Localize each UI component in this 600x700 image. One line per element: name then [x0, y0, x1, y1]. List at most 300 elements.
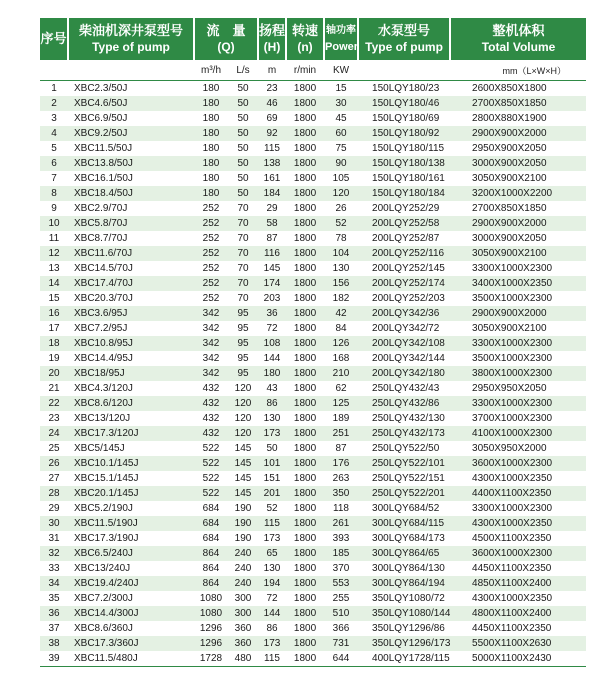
- cell-speed: 1800: [286, 396, 324, 411]
- cell-no: 16: [40, 306, 68, 321]
- table-row: [40, 276, 586, 291]
- cell-power: 156: [324, 276, 358, 291]
- table-row: [40, 171, 586, 186]
- cell-speed: 1800: [286, 651, 324, 667]
- header-speed-zh: 转速: [292, 23, 319, 38]
- cell-model: XBC14.4/95J: [74, 353, 133, 364]
- header-volume: [450, 18, 586, 60]
- cell-power: 370: [332, 563, 350, 574]
- cell-flow-ls: 120: [228, 426, 258, 441]
- unit-no: [40, 60, 68, 81]
- cell-flow-m3h: 432: [202, 383, 220, 394]
- cell-flow-ls: 240: [228, 546, 258, 561]
- cell-head: 173: [258, 426, 286, 441]
- cell-flow-ls: 70: [237, 293, 249, 304]
- cell-water-pump: 350LQY1296/86: [372, 623, 445, 634]
- cell-flow-ls: 240: [234, 563, 252, 574]
- cell-volume: 3200X1000X2200: [450, 186, 586, 201]
- cell-flow-m3h: 1080: [194, 606, 228, 621]
- unit-speed: r/min: [286, 60, 324, 81]
- cell-head: 138: [258, 156, 286, 171]
- cell-volume: 2900X900X2000: [450, 216, 586, 231]
- cell-power: 176: [324, 456, 358, 471]
- cell-flow-m3h: 180: [194, 156, 228, 171]
- cell-power: 84: [335, 323, 347, 334]
- cell-flow-ls: 300: [234, 593, 252, 604]
- cell-head: 173: [258, 636, 286, 651]
- cell-water-pump: 350LQY1296/173: [358, 636, 450, 651]
- cell-flow-ls: 70: [228, 276, 258, 291]
- cell-power: 126: [324, 336, 358, 351]
- cell-no: 17: [48, 323, 60, 334]
- cell-power: 105: [332, 173, 350, 184]
- cell-no: 34: [40, 576, 68, 591]
- cell-power: 553: [324, 576, 358, 591]
- cell-head: 115: [258, 651, 286, 667]
- cell-head: 116: [258, 246, 286, 261]
- cell-speed: 1800: [286, 336, 324, 351]
- cell-volume: 2700X850X1850: [472, 203, 547, 214]
- cell-speed: 1800: [286, 486, 324, 501]
- table-row: [40, 216, 586, 231]
- cell-model: XBC10.8/95J: [68, 336, 194, 351]
- cell-head: 69: [266, 113, 278, 124]
- cell-water-pump: 150LQY180/92: [358, 126, 450, 141]
- cell-volume: 4800X1100X2400: [450, 606, 586, 621]
- cell-flow-m3h: 252: [194, 276, 228, 291]
- cell-speed: 1800: [286, 96, 324, 111]
- cell-model: XBC17.3/120J: [68, 426, 194, 441]
- cell-flow-m3h: 252: [194, 246, 228, 261]
- header-water-pump-zh: 水泵型号: [378, 23, 431, 38]
- cell-model: XBC9.2/50J: [68, 126, 194, 141]
- cell-power: 26: [335, 203, 347, 214]
- cell-no: 30: [40, 516, 68, 531]
- cell-volume: 3400X1000X2350: [450, 276, 586, 291]
- cell-water-pump: 200LQY342/108: [358, 336, 450, 351]
- cell-head: 144: [263, 353, 281, 364]
- cell-water-pump: 250LQY432/43: [372, 383, 440, 394]
- cell-head: 115: [258, 516, 286, 531]
- cell-speed: 1800: [286, 216, 324, 231]
- header-power: [324, 18, 358, 60]
- header-speed: [286, 18, 324, 60]
- cell-model: XBC17.3/360J: [68, 636, 194, 651]
- cell-head: 108: [258, 336, 286, 351]
- cell-no: 6: [40, 156, 68, 171]
- cell-no: 8: [40, 186, 68, 201]
- cell-model: XBC19.4/240J: [68, 576, 194, 591]
- cell-water-pump: 300LQY864/130: [372, 563, 445, 574]
- cell-model: XBC6.5/240J: [68, 546, 194, 561]
- cell-model: XBC14.4/300J: [68, 606, 194, 621]
- cell-water-pump: 250LQY522/101: [358, 456, 450, 471]
- cell-flow-ls: 300: [228, 606, 258, 621]
- cell-flow-m3h: 684: [194, 516, 228, 531]
- cell-flow-m3h: 432: [202, 413, 220, 424]
- cell-speed: 1800: [293, 473, 317, 484]
- cell-model: XBC5.2/190J: [74, 503, 133, 514]
- cell-speed: 1800: [293, 173, 317, 184]
- cell-head: 36: [258, 306, 286, 321]
- cell-water-pump: 150LQY180/138: [358, 156, 450, 171]
- cell-power: 104: [324, 246, 358, 261]
- cell-volume: 4300X1000X2350: [472, 473, 553, 484]
- cell-flow-m3h: 522: [194, 456, 228, 471]
- cell-volume: 3050X900X2100: [472, 323, 547, 334]
- cell-head: 87: [266, 233, 278, 244]
- cell-flow-m3h: 342: [194, 336, 228, 351]
- pump-spec-table: [40, 18, 586, 667]
- table-row: [40, 576, 586, 591]
- cell-power: 731: [324, 636, 358, 651]
- cell-flow-ls: 50: [237, 83, 249, 94]
- table-row: [40, 126, 586, 141]
- cell-flow-ls: 120: [234, 383, 252, 394]
- cell-water-pump: 200LQY252/29: [372, 203, 440, 214]
- cell-water-pump: 300LQY864/194: [358, 576, 450, 591]
- units-row: [40, 60, 586, 81]
- cell-no: 29: [48, 503, 60, 514]
- cell-no: 4: [40, 126, 68, 141]
- cell-speed: 1800: [293, 233, 317, 244]
- cell-head: 92: [258, 126, 286, 141]
- table-row: [40, 336, 586, 351]
- cell-flow-m3h: 252: [194, 216, 228, 231]
- cell-flow-m3h: 342: [202, 353, 220, 364]
- cell-speed: 1800: [293, 293, 317, 304]
- table-row: [40, 381, 586, 396]
- cell-volume: 2950X900X2050: [472, 143, 547, 154]
- cell-speed: 1800: [293, 83, 317, 94]
- cell-power: 185: [324, 546, 358, 561]
- cell-head: 203: [263, 293, 281, 304]
- cell-model: XBC11.6/70J: [68, 246, 194, 261]
- cell-model: XBC13/240J: [74, 563, 131, 574]
- table-row: [40, 471, 586, 486]
- cell-speed: 1800: [286, 636, 324, 651]
- cell-model: XBC18.4/50J: [68, 186, 194, 201]
- cell-power: 255: [332, 593, 350, 604]
- table-row: [40, 231, 586, 246]
- table-row: [40, 456, 586, 471]
- cell-no: 12: [40, 246, 68, 261]
- cell-power: 60: [324, 126, 358, 141]
- cell-no: 26: [40, 456, 68, 471]
- cell-water-pump: 350LQY1080/144: [358, 606, 450, 621]
- cell-flow-m3h: 252: [202, 293, 220, 304]
- header-water-pump: [358, 18, 450, 60]
- cell-water-pump: 300LQY684/115: [358, 516, 450, 531]
- cell-volume: 4450X1100X2350: [472, 623, 552, 634]
- cell-power: 168: [332, 353, 350, 364]
- cell-volume: 3000X900X2050: [472, 233, 547, 244]
- cell-flow-ls: 95: [237, 353, 249, 364]
- cell-speed: 1800: [286, 516, 324, 531]
- cell-flow-ls: 95: [237, 323, 249, 334]
- cell-volume: 2900X900X2000: [450, 126, 586, 141]
- cell-head: 130: [263, 563, 281, 574]
- table-row: [40, 501, 586, 516]
- cell-flow-m3h: 252: [202, 263, 220, 274]
- cell-volume: 3500X1000X2300: [472, 293, 553, 304]
- cell-volume: 4300X1000X2350: [450, 516, 586, 531]
- cell-no: 39: [40, 651, 68, 667]
- cell-flow-m3h: 522: [202, 443, 220, 454]
- header-model: [68, 18, 194, 60]
- cell-model: XBC20.3/70J: [74, 293, 133, 304]
- cell-no: 35: [48, 593, 60, 604]
- cell-no: 22: [40, 396, 68, 411]
- cell-power: 30: [324, 96, 358, 111]
- cell-speed: 1800: [286, 366, 324, 381]
- cell-water-pump: 150LQY180/115: [372, 143, 445, 154]
- cell-model: XBC17.3/190J: [74, 533, 139, 544]
- cell-flow-m3h: 180: [202, 83, 220, 94]
- cell-speed: 1800: [293, 593, 317, 604]
- cell-model: XBC11.5/480J: [68, 651, 194, 667]
- cell-flow-m3h: 180: [202, 113, 220, 124]
- cell-speed: 1800: [293, 323, 317, 334]
- cell-no: 28: [40, 486, 68, 501]
- cell-power: 644: [324, 651, 358, 667]
- cell-model: XBC7.2/300J: [74, 593, 133, 604]
- cell-head: 50: [266, 443, 278, 454]
- header-power-zh: 轴功率: [326, 25, 357, 36]
- cell-model: XBC15.1/145J: [74, 473, 139, 484]
- cell-flow-ls: 50: [237, 143, 249, 154]
- cell-flow-m3h: 684: [202, 533, 220, 544]
- cell-water-pump: 150LQY180/161: [372, 173, 445, 184]
- cell-water-pump: 400LQY1728/115: [358, 651, 450, 667]
- unit-model: [68, 60, 194, 81]
- cell-flow-m3h: 684: [202, 503, 220, 514]
- cell-flow-m3h: 180: [202, 173, 220, 184]
- cell-no: 25: [48, 443, 60, 454]
- table-row: [40, 396, 586, 411]
- cell-volume: 4450X1100X2350: [472, 563, 552, 574]
- cell-flow-m3h: 180: [194, 126, 228, 141]
- cell-volume: 3600X1000X2300: [450, 546, 586, 561]
- cell-head: 180: [258, 366, 286, 381]
- cell-flow-ls: 145: [234, 443, 252, 454]
- table-body: [40, 81, 586, 667]
- cell-no: 18: [40, 336, 68, 351]
- cell-head: 151: [263, 473, 281, 484]
- cell-flow-ls: 70: [228, 216, 258, 231]
- cell-model: XBC4.6/50J: [68, 96, 194, 111]
- header-volume-en: Total Volume: [481, 40, 556, 54]
- cell-water-pump: 350LQY1080/72: [372, 593, 445, 604]
- cell-flow-ls: 120: [234, 413, 252, 424]
- cell-model: XBC5/145J: [74, 443, 125, 454]
- cell-speed: 1800: [286, 546, 324, 561]
- table-row: [40, 621, 586, 636]
- cell-power: 90: [324, 156, 358, 171]
- cell-flow-m3h: 342: [202, 323, 220, 334]
- table-row: [40, 651, 586, 667]
- cell-no: 31: [48, 533, 60, 544]
- cell-volume: 2600X850X1800: [472, 83, 547, 94]
- cell-flow-ls: 70: [237, 203, 249, 214]
- table-row: [40, 111, 586, 126]
- cell-speed: 1800: [286, 576, 324, 591]
- cell-head: 72: [266, 323, 278, 334]
- cell-water-pump: 300LQY684/52: [372, 503, 440, 514]
- cell-water-pump: 200LQY252/116: [358, 246, 450, 261]
- cell-flow-ls: 50: [228, 96, 258, 111]
- cell-volume: 2700X850X1850: [450, 96, 586, 111]
- cell-volume: 3500X1000X2300: [472, 353, 553, 364]
- cell-head: 184: [258, 186, 286, 201]
- cell-flow-m3h: 522: [202, 473, 220, 484]
- cell-power: 52: [324, 216, 358, 231]
- cell-head: 144: [258, 606, 286, 621]
- table-row: [40, 306, 586, 321]
- cell-head: 173: [263, 533, 281, 544]
- cell-power: 261: [324, 516, 358, 531]
- cell-volume: 3050X900X2100: [450, 246, 586, 261]
- header-volume-zh: 整机体积: [492, 23, 545, 38]
- table-row: [40, 246, 586, 261]
- cell-flow-m3h: 432: [194, 396, 228, 411]
- cell-speed: 1800: [293, 533, 317, 544]
- cell-power: 118: [333, 503, 349, 514]
- header-head-en: (H): [263, 40, 281, 54]
- cell-speed: 1800: [286, 156, 324, 171]
- cell-water-pump: 250LQY522/50: [372, 443, 440, 454]
- table-row: [40, 546, 586, 561]
- cell-flow-ls: 120: [228, 396, 258, 411]
- cell-speed: 1800: [286, 126, 324, 141]
- cell-speed: 1800: [286, 306, 324, 321]
- cell-power: 130: [332, 263, 350, 274]
- table-row: [40, 516, 586, 531]
- cell-volume: 3300X1000X2300: [472, 503, 553, 514]
- cell-flow-ls: 240: [228, 576, 258, 591]
- cell-flow-m3h: 432: [194, 426, 228, 441]
- unit-water-pump: [358, 60, 450, 81]
- cell-speed: 1800: [293, 623, 317, 634]
- cell-volume: 5500X1100X2630: [450, 636, 586, 651]
- cell-model: XBC8.6/120J: [68, 396, 194, 411]
- cell-flow-m3h: 1296: [199, 623, 223, 634]
- cell-no: 7: [51, 173, 57, 184]
- cell-model: XBC16.1/50J: [74, 173, 133, 184]
- header-no-label: 序号: [40, 31, 67, 46]
- cell-model: XBC2.3/50J: [74, 83, 128, 94]
- cell-power: 263: [332, 473, 350, 484]
- cell-water-pump: 250LQY522/151: [372, 473, 445, 484]
- table-row: [40, 96, 586, 111]
- cell-speed: 1800: [286, 456, 324, 471]
- cell-no: 9: [51, 203, 57, 214]
- table-row: [40, 591, 586, 606]
- cell-water-pump: 250LQY432/86: [358, 396, 450, 411]
- cell-speed: 1800: [293, 203, 317, 214]
- unit-head: m: [258, 60, 286, 81]
- cell-head: 86: [258, 396, 286, 411]
- cell-no: 10: [40, 216, 68, 231]
- cell-model: XBC2.9/70J: [74, 203, 128, 214]
- cell-flow-ls: 480: [228, 651, 258, 667]
- cell-flow-ls: 360: [228, 636, 258, 651]
- cell-no: 3: [51, 113, 57, 124]
- cell-speed: 1800: [293, 353, 317, 364]
- cell-head: 58: [258, 216, 286, 231]
- cell-speed: 1800: [293, 443, 317, 454]
- table-row: [40, 561, 586, 576]
- cell-speed: 1800: [293, 563, 317, 574]
- header-head: [258, 18, 286, 60]
- cell-flow-ls: 95: [228, 336, 258, 351]
- cell-water-pump: 300LQY684/173: [372, 533, 445, 544]
- table-row: [40, 141, 586, 156]
- unit-power: KW: [324, 60, 358, 81]
- table-row: [40, 321, 586, 336]
- cell-power: 251: [324, 426, 358, 441]
- cell-no: 36: [40, 606, 68, 621]
- cell-no: 33: [48, 563, 60, 574]
- cell-model: XBC14.5/70J: [74, 263, 133, 274]
- cell-no: 13: [48, 263, 60, 274]
- cell-head: 72: [266, 593, 278, 604]
- cell-flow-m3h: 252: [202, 203, 220, 214]
- cell-model: XBC17.4/70J: [68, 276, 194, 291]
- cell-head: 46: [258, 96, 286, 111]
- cell-flow-ls: 145: [228, 456, 258, 471]
- cell-flow-m3h: 180: [202, 143, 220, 154]
- cell-volume: 3300X1000X2300: [450, 396, 586, 411]
- cell-water-pump: 150LQY180/184: [358, 186, 450, 201]
- cell-speed: 1800: [293, 413, 317, 424]
- cell-speed: 1800: [286, 186, 324, 201]
- cell-water-pump: 200LQY342/144: [372, 353, 445, 364]
- cell-volume: 2950X950X2050: [472, 383, 547, 394]
- table-row: [40, 441, 586, 456]
- cell-water-pump: 200LQY342/180: [358, 366, 450, 381]
- cell-speed: 1800: [293, 143, 317, 154]
- cell-water-pump: 200LQY342/72: [372, 323, 440, 334]
- cell-volume: 3600X1000X2300: [450, 456, 586, 471]
- cell-flow-ls: 50: [228, 156, 258, 171]
- cell-speed: 1800: [293, 503, 317, 514]
- cell-model: XBC20.1/145J: [68, 486, 194, 501]
- cell-model: XBC10.1/145J: [68, 456, 194, 471]
- header-model-en: Type of pump: [92, 40, 170, 54]
- cell-flow-ls: 145: [228, 486, 258, 501]
- cell-flow-ls: 50: [237, 113, 249, 124]
- cell-flow-m3h: 1728: [194, 651, 228, 667]
- cell-volume: 3300X1000X2300: [472, 263, 553, 274]
- header-flow: [194, 18, 258, 60]
- cell-head: 101: [258, 456, 286, 471]
- cell-no: 38: [40, 636, 68, 651]
- cell-flow-m3h: 180: [194, 96, 228, 111]
- cell-flow-ls: 190: [234, 503, 252, 514]
- cell-speed: 1800: [293, 113, 317, 124]
- cell-speed: 1800: [286, 246, 324, 261]
- cell-volume: 3050X900X2100: [472, 173, 547, 184]
- table-row: [40, 201, 586, 216]
- cell-water-pump: 250LQY432/173: [358, 426, 450, 441]
- cell-power: 350: [324, 486, 358, 501]
- unit-flow-ls: L/s: [228, 60, 258, 81]
- header-power-en: Power: [325, 41, 359, 53]
- cell-head: 65: [258, 546, 286, 561]
- cell-volume: 4300X1000X2350: [472, 593, 553, 604]
- cell-model: XBC3.6/95J: [68, 306, 194, 321]
